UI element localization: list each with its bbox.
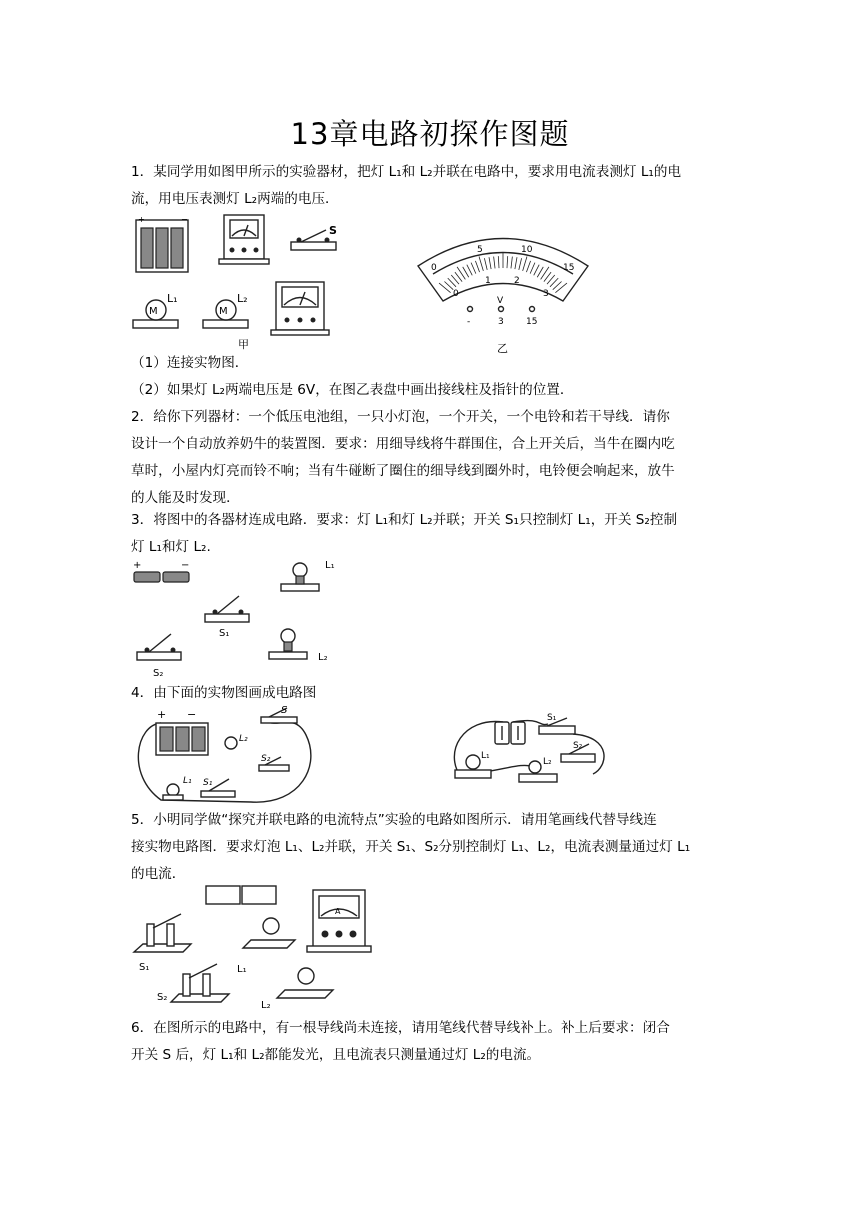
lamp-l2-icon — [203, 292, 248, 328]
fig-label-a: 甲 — [238, 338, 249, 351]
q3-minus: − — [181, 560, 190, 571]
dial-top-tick-5: 5 — [477, 245, 483, 255]
q2-line-4: 的人能及时发现． — [131, 490, 240, 506]
q3-figure — [131, 556, 351, 681]
q5-l2-label: L₂ — [261, 1000, 271, 1011]
lamp-l1-icon — [455, 751, 491, 778]
dial-top-tick-0: 0 — [431, 263, 437, 273]
switch-s1-icon — [539, 713, 575, 734]
question-3-text — [131, 507, 731, 561]
dial-bottom-tick-3: 3 — [543, 289, 549, 299]
q4-l2-label: L₂ — [239, 734, 248, 744]
q1-line-2: 流，用电压表测灯 L₂两端的电压． — [131, 191, 339, 207]
q5-line-2: 接实物电路图．要求灯泡 L₁、L₂并联，开关 S₁、S₂分别控制灯 L₁、L₂，电流表测量通过灯 L₁ — [131, 839, 691, 855]
ammeter-icon — [307, 890, 371, 952]
lamp-l1-icon — [281, 560, 335, 591]
q2-line-2: 设计一个自动放养奶牛的装置图．要求：用细导线将牛群围住，合上开关后，当牛在圈内吃 — [131, 436, 675, 452]
question-1-text — [131, 159, 731, 213]
q5-a-label: A — [335, 907, 341, 916]
voltmeter-icon — [271, 282, 329, 335]
battery-pack-icon — [136, 215, 188, 272]
dial-unit: V — [497, 296, 504, 306]
q5-figure — [131, 882, 381, 1012]
q1-sub-1: （1）连接实物图． — [131, 355, 249, 371]
terminal-15: 15 — [526, 317, 538, 327]
battery-icon — [206, 886, 276, 904]
dial-top-tick-15: 15 — [563, 263, 575, 273]
q4-plus: + — [157, 708, 167, 721]
dial-bottom-tick-1: 1 — [485, 276, 491, 286]
battery-icon — [133, 560, 189, 582]
q3-l2-label: L₂ — [318, 652, 328, 663]
svg-text:−: − — [181, 215, 188, 224]
q4-s-label: S — [281, 705, 288, 716]
svg-text:M: M — [219, 306, 228, 317]
q3-s1-label: S₁ — [219, 628, 230, 639]
switch-s2-icon — [137, 634, 181, 679]
q3-l1-label: L₁ — [325, 560, 335, 571]
lamp-l2-icon — [261, 968, 333, 1011]
q4-s2-label: S₂ — [261, 754, 271, 764]
q4r-s1-label: S₁ — [547, 713, 557, 723]
q4r-l2-label: L₂ — [543, 757, 552, 767]
question-2-text — [131, 404, 731, 512]
switch-s1-icon — [205, 596, 249, 639]
switch-s1-icon — [134, 914, 191, 973]
battery-pack-icon — [156, 708, 208, 755]
switch-s1-icon — [201, 778, 235, 797]
q4-line-1: 4．由下面的实物图画成电路图 — [131, 685, 317, 701]
q1-figure-a — [131, 210, 341, 350]
question-6-text — [131, 1015, 731, 1069]
lamp-l1-label: L₁ — [167, 292, 178, 305]
q1-line-1: 1．某同学用如图甲所示的实验器材，把灯 L₁和 L₂并联在电路中，要求用电流表测灯 L₁的电 — [131, 164, 682, 180]
switch-s2-icon — [259, 754, 289, 771]
q3-plus: + — [133, 560, 142, 571]
terminal-3: 3 — [498, 317, 504, 327]
switch-icon — [291, 224, 337, 250]
q1-figure-b-dial — [413, 226, 593, 356]
lamp-l2-icon — [269, 629, 328, 663]
q4-s1-label: S₁ — [203, 778, 213, 788]
switch-s-icon — [261, 705, 297, 723]
q4-l1-label: L₁ — [183, 776, 192, 786]
q4r-l1-label: L₁ — [481, 751, 490, 761]
svg-text:M: M — [149, 306, 158, 317]
question-1-subparts — [131, 350, 731, 404]
lamp-l1-icon — [133, 292, 178, 328]
lamp-l1-icon — [163, 776, 192, 800]
q4-figure-left — [131, 705, 321, 805]
dial-top-tick-10: 10 — [521, 245, 533, 255]
question-5-text — [131, 807, 731, 888]
dial-bottom-tick-0: 0 — [453, 289, 459, 299]
question-4-text — [131, 680, 731, 707]
q4r-s2-label: S₂ — [573, 741, 583, 751]
dial-bottom-tick-2: 2 — [514, 276, 520, 286]
q3-line-2: 灯 L₁和灯 L₂. — [131, 539, 211, 555]
q5-line-1: 5．小明同学做“探究并联电路的电流特点”实验的电路如图所示．请用笔画线代替导线连 — [131, 812, 657, 828]
q6-line-1: 6．在图所示的电路中，有一根导线尚未连接，请用笔线代替导线补上。补上后要求：闭合 — [131, 1020, 670, 1036]
q5-s1-label: S₁ — [139, 962, 150, 973]
switch-label: S — [329, 224, 337, 237]
q5-s2-label: S₂ — [157, 992, 168, 1003]
q5-line-3: 的电流． — [131, 866, 186, 882]
lamp-l2-icon — [519, 757, 557, 782]
q5-l1-label: L₁ — [237, 964, 247, 975]
q2-line-3: 草时，小屋内灯亮而铃不响；当有牛碰断了圈住的细导线到圈外时，电铃便会响起来，放牛 — [131, 463, 675, 479]
q4-minus: − — [187, 708, 197, 721]
terminal-minus: - — [467, 317, 471, 327]
q3-s2-label: S₂ — [153, 668, 164, 679]
q3-line-1: 3．将图中的各器材连成电路．要求：灯 L₁和灯 L₂并联；开关 S₁只控制灯 L₁，开关 S₂控制 — [131, 512, 678, 528]
switch-s2-icon — [561, 741, 595, 762]
q6-line-2: 开关 S 后，灯 L₁和 L₂都能发光，且电流表只测量通过灯 L₂的电流。 — [131, 1047, 541, 1063]
ammeter-icon — [219, 215, 269, 264]
lamp-l2-icon — [225, 734, 248, 749]
svg-text:+: + — [138, 215, 145, 224]
q4-figure-right — [443, 712, 613, 792]
lamp-l2-label: L₂ — [237, 292, 248, 305]
q1-sub-2: （2）如果灯 L₂两端电压是 6V，在图乙表盘中画出接线柱及指针的位置． — [131, 382, 574, 398]
fig-label-b: 乙 — [497, 342, 508, 355]
battery-icon — [495, 722, 525, 744]
page-title: 13章电路初探作图题 — [290, 117, 570, 151]
lamp-l1-icon — [237, 918, 295, 975]
q2-line-1: 2．给你下列器材：一个低压电池组，一只小灯泡，一个开关，一个电铃和若干导线．请你 — [131, 409, 670, 425]
switch-s2-icon — [157, 964, 229, 1003]
